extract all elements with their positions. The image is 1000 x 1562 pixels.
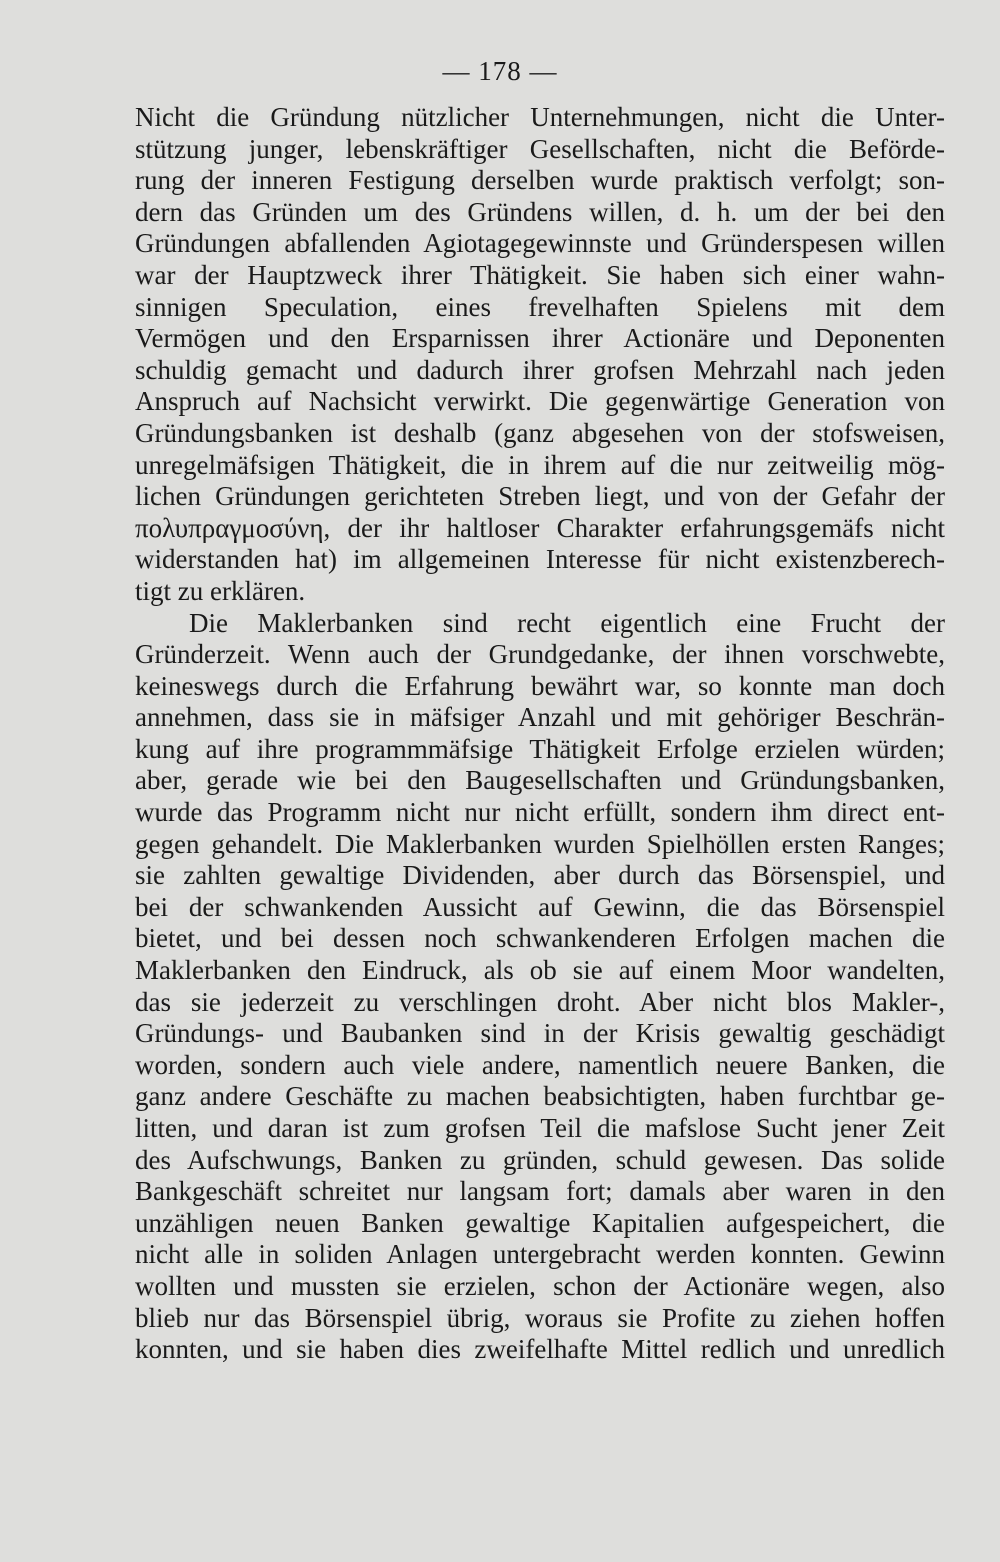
text-line: annehmen, dass sie in mäfsiger Anzahl und mit gehöriger Beschrän- [135,702,945,733]
text-line: keineswegs durch die Erfahrung bewährt war, so konnte man doch [135,670,945,701]
text-line: war der Hauptzweck ihrer Thätigkeit. Sie haben sich einer wahn- [135,259,945,290]
text-line: bei der schwankenden Aussicht auf Gewinn, die das Börsenspiel [135,891,945,922]
text-line: sie zahlten gewaltige Dividenden, aber durch das Börsenspiel, und [135,860,945,891]
page-number: — 178 — [442,56,558,86]
text-line: Gründerzeit. Wenn auch der Grundgedanke, der ihnen vorschwebte, [135,639,945,670]
text-line: Maklerbanken den Eindruck, als ob sie auf einem Moor wandelten, [135,955,945,986]
text-line: rung der inneren Festigung derselben wurde praktisch verfolgt; son- [135,165,945,196]
text-line: unregelmäfsigen Thätigkeit, die in ihrem auf die nur zeitweilig mög- [135,449,945,480]
text-line: wurde das Programm nicht nur nicht erfüllt, sondern ihm direct ent- [135,797,945,828]
text-line: sinnigen Speculation, eines frevelhaften Spielens mit dem [135,291,945,322]
text-line: konnten, und sie haben dies zweifelhafte Mittel redlich und unredlich [135,1334,945,1365]
text-line: ganz andere Geschäfte zu machen beabsichtigten, haben furchtbar ge- [135,1081,945,1112]
text-line: tigt zu erklären. [135,575,306,606]
text-line: Gründungsbanken ist deshalb (ganz abgesehen von der stofsweisen, [135,417,945,448]
text-line: des Aufschwungs, Banken zu gründen, schuld gewesen. Das solide [135,1144,945,1175]
text-line: wollten und mussten sie erzielen, schon der Actionäre wegen, also [135,1270,945,1301]
text-line: gegen gehandelt. Die Maklerbanken wurden Spielhöllen ersten Ranges; [135,828,945,859]
text-line: stützung junger, lebenskräftiger Gesellschaften, nicht die Beförde- [135,133,945,164]
text-line: aber, gerade wie bei den Baugesellschaften und Gründungsbanken, [135,765,945,796]
text-line: bietet, und bei dessen noch schwankenderen Erfolgen machen die [135,923,945,954]
text-line: worden, sondern auch viele andere, namentlich neuere Banken, die [135,1049,945,1080]
text-line: dern das Gründen um des Gründens willen, d. h. um der bei den [135,196,945,227]
text-line: Bankgeschäft schreitet nur langsam fort; damals aber waren in den [135,1176,945,1207]
text-line: Anspruch auf Nachsicht verwirkt. Die gegenwärtige Generation von [135,386,945,417]
text-line: das sie jederzeit zu verschlingen droht. Aber nicht blos Makler-, [135,986,945,1017]
text-line: litten, und daran ist zum grofsen Teil die mafslose Sucht jener Zeit [135,1113,945,1143]
text-line: kung auf ihre programmmäfsige Thätigkeit Erfolge erzielen würden; [135,733,945,764]
text-line: nicht alle in soliden Anlagen untergebracht werden konnten. Gewinn [135,1239,945,1270]
text-line: Gründungs- und Baubanken sind in der Krisis gewaltig geschädigt [135,1018,945,1049]
text-line: πολυπραγμοσύνη, der ihr haltloser Charakter erfahrungsgemäfs nicht [135,512,945,543]
body-text [135,102,945,1366]
text-line: schuldig gemacht und dadurch ihrer grofsen Mehrzahl nach jeden [135,354,945,385]
text-line: widerstanden hat) im allgemeinen Interesse für nicht existenzberech- [135,544,945,575]
text-line: blieb nur das Börsenspiel übrig, woraus sie Profite zu ziehen hoffen [135,1302,945,1333]
text-line: Nicht die Gründung nützlicher Unternehmungen, nicht die Unter- [135,102,945,132]
text-line: Die Maklerbanken sind recht eigentlich eine Frucht der [189,607,945,638]
text-line: Gründungen abfallenden Agiotagegewinnste und Gründerspesen willen [135,228,945,259]
text-line: unzähligen neuen Banken gewaltige Kapitalien aufgespeichert, die [135,1207,945,1238]
text-line: lichen Gründungen gerichteten Streben liegt, und von der Gefahr der [135,481,945,512]
text-line: Vermögen und den Ersparnissen ihrer Actionäre und Deponenten [135,323,945,354]
